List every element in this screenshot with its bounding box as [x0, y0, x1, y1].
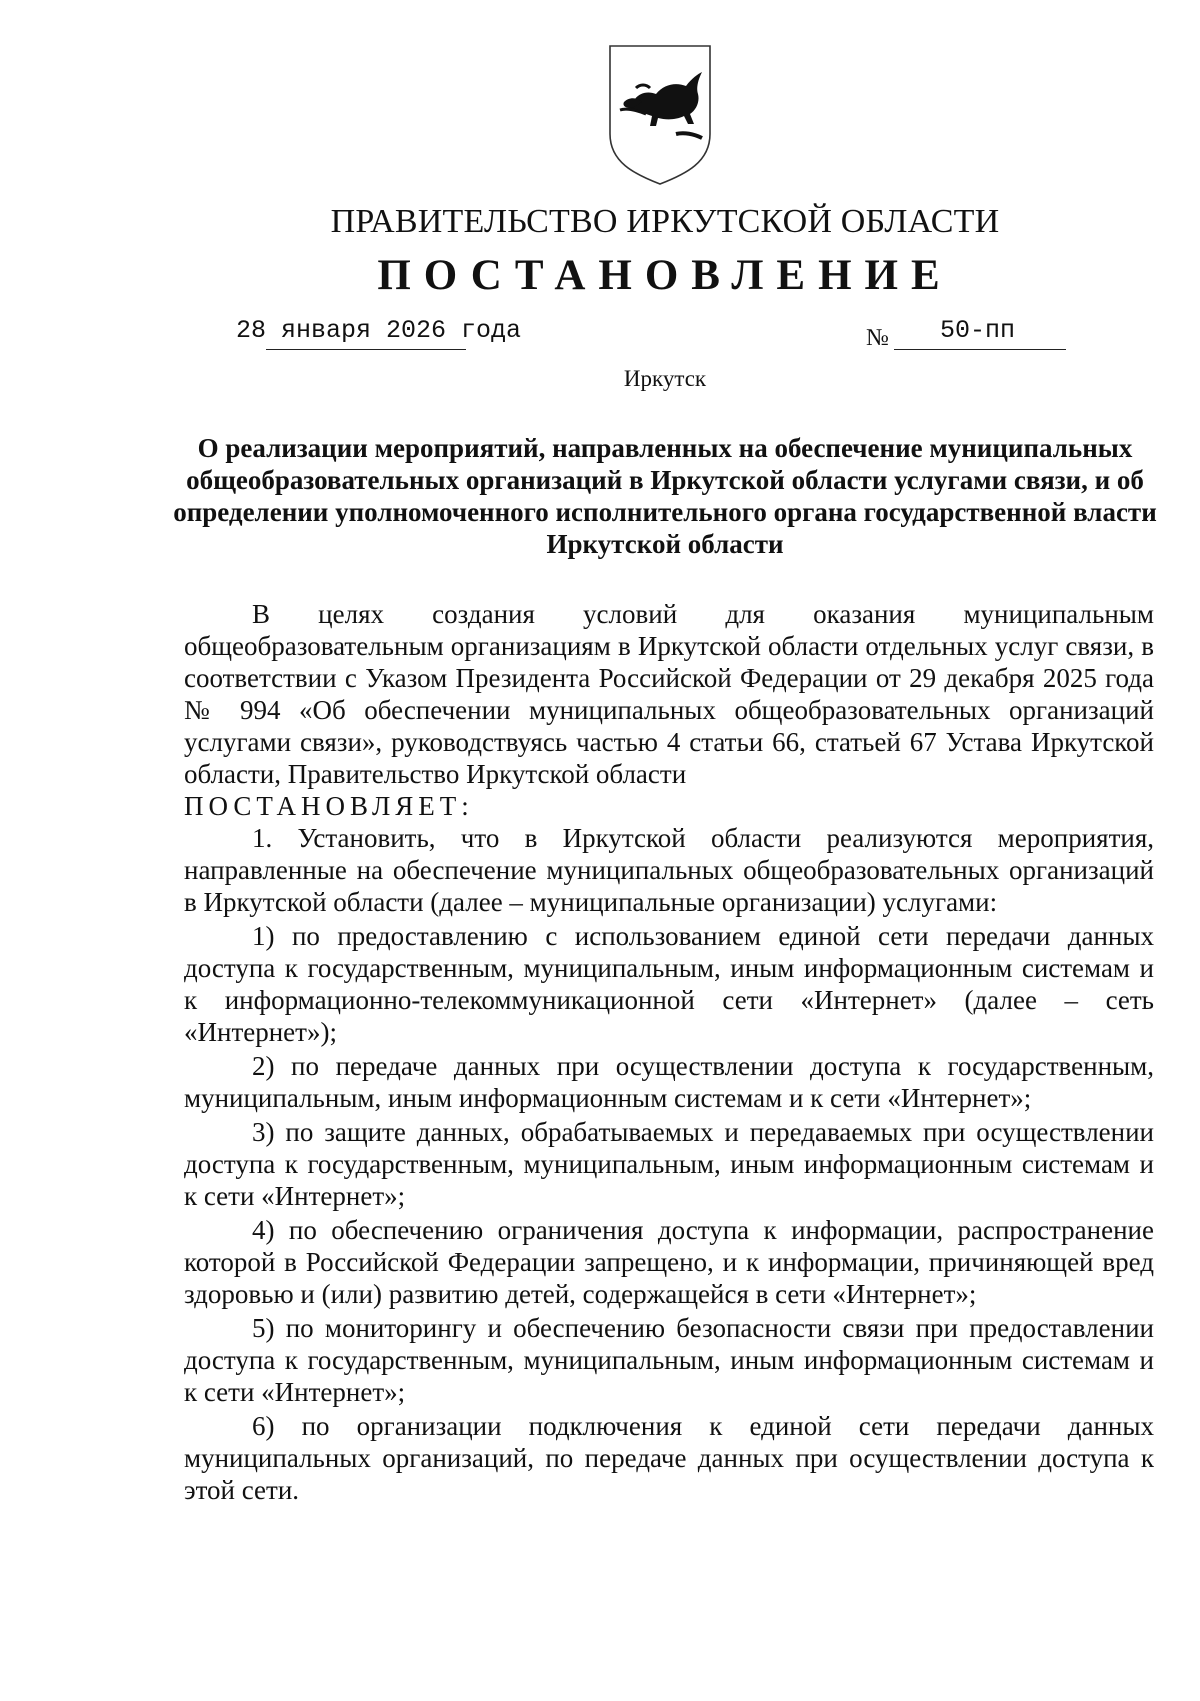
number-sign: № — [866, 325, 889, 351]
subitem-5: 5) по мониторингу и обеспечению безопасности связи при предоставлении доступа к государственным, муниципальным, иным информационным системам и к сети «Интернет»; — [184, 1313, 1154, 1407]
government-name: ПРАВИТЕЛЬСТВО ИРКУТСКОЙ ОБЛАСТИ — [330, 203, 1000, 240]
city: Иркутск — [623, 366, 707, 391]
document-type: ПОСТАНОВЛЕНИЕ — [377, 252, 953, 299]
document-body — [184, 598, 1154, 1506]
coat-of-arms-emblem — [606, 42, 714, 188]
document-title: О реализации мероприятий, направленных на обеспечение муниципальных общеобразовательных организаций в Иркутской области услугами связи, и об определении уполномоченного исполнительного органа государственной власти Иркутской области — [173, 433, 1157, 559]
item-1: 1. Установить, что в Иркутской области реализуются мероприятия, направленные на обеспечение муниципальных общеобразовательных организаций в Иркутской области (далее – муниципальные организации) услугами: — [184, 823, 1154, 917]
subitem-2: 2) по передаче данных при осуществлении доступа к государственным, муниципальным, иным информационным системам и к сети «Интернет»; — [184, 1051, 1154, 1113]
number-underline — [894, 349, 1066, 350]
resolves-heading: ПОСТАНОВЛЯЕТ: — [184, 791, 474, 821]
subitem-1: 1) по предоставлению с использованием единой сети передачи данных доступа к государственным, муниципальным, иным информационным системам и к информационно-телекоммуникационной сети «Интернет» (далее – сеть «Интернет»); — [184, 921, 1154, 1047]
decree-number: 50-пп — [940, 316, 1016, 345]
date-underline — [266, 349, 466, 350]
decree-date: 28 января 2026 года — [236, 316, 522, 345]
subitem-6: 6) по организации подключения к единой сети передачи данных муниципальных организаций, по передаче данных при осуществлении доступа к этой сети. — [184, 1411, 1154, 1505]
subitem-3: 3) по защите данных, обрабатываемых и передаваемых при осуществлении доступа к государственным, муниципальным, иным информационным системам и к сети «Интернет»; — [184, 1117, 1154, 1211]
preamble-paragraph: В целях создания условий для оказания муниципальным общеобразовательным организациям в Иркутской области отдельных услуг связи, в соответствии с Указом Президента Российской Федерации от 29 декабря 2025 года № 994 «Об обеспечении муниципальных общеобразовательных организаций услугами связи», руководствуясь частью 4 статьи 66, статьей 67 Устава Иркутской области, Правительство Иркутской области — [184, 599, 1154, 789]
subitem-4: 4) по обеспечению ограничения доступа к информации, распространение которой в Российской Федерации запрещено, и к информации, причиняющей вред здоровью и (или) развитию детей, содержащейся в сети «Интернет»; — [184, 1215, 1154, 1309]
